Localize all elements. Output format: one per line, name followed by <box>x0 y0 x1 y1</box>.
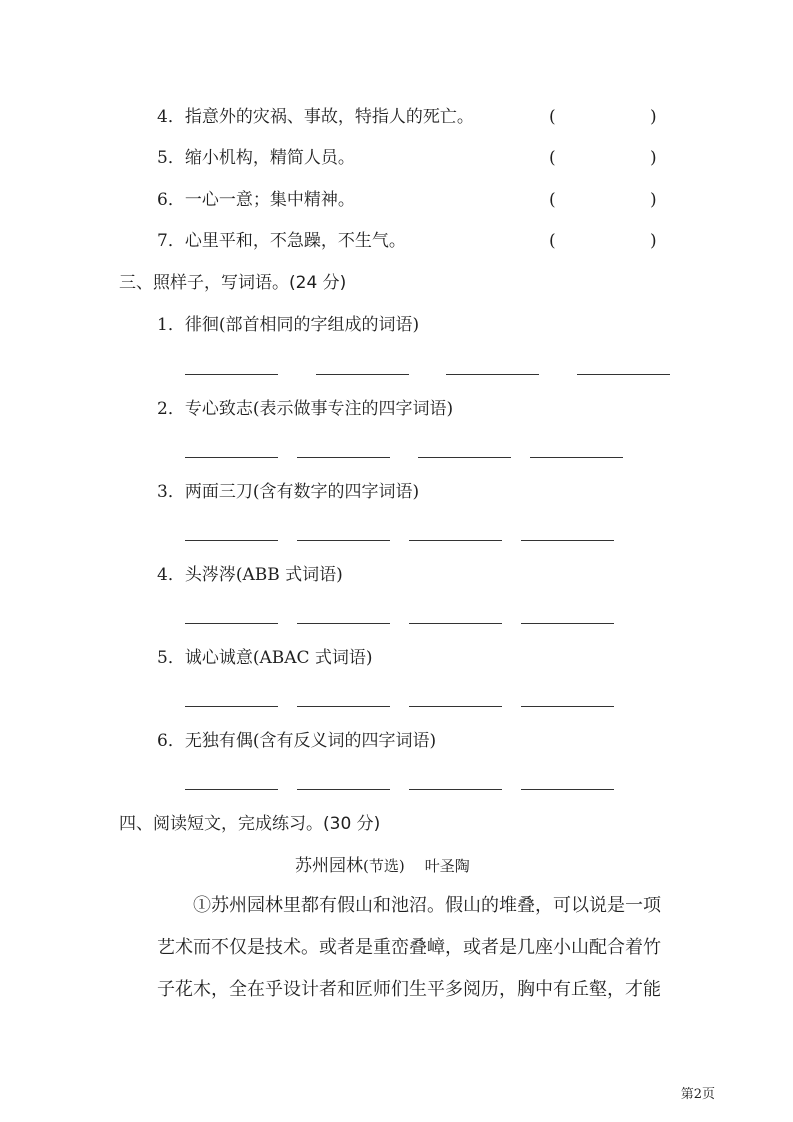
passage-author: 叶圣陶 <box>424 857 470 875</box>
answer-paren-left: ( <box>549 190 556 210</box>
question-item-7: 7．心里平和，不急躁，不生气。 <box>157 231 406 251</box>
exercise-item-6: 6．无独有偶(含有反义词的四字词语) <box>157 731 437 751</box>
answer-blank[interactable] <box>530 457 623 458</box>
answer-blank[interactable] <box>297 623 390 624</box>
answer-blank[interactable] <box>185 457 278 458</box>
question-item-4: 4．指意外的灾祸、事故，特指人的死亡。 <box>157 107 474 127</box>
question-item-5: 5．缩小机构，精简人员。 <box>157 148 355 168</box>
answer-paren-left: ( <box>549 148 556 168</box>
answer-blank[interactable] <box>185 540 278 541</box>
exercise-item-4: 4．头涔涔(ABB 式词语) <box>157 565 343 585</box>
answer-blank[interactable] <box>409 706 502 707</box>
answer-paren-right: ) <box>650 107 657 127</box>
answer-paren-left: ( <box>549 231 556 251</box>
answer-blank[interactable] <box>297 457 390 458</box>
exercise-item-3: 3．两面三刀(含有数字的四字词语) <box>157 482 420 502</box>
exercise-item-1: 1．徘徊(部首相同的字组成的词语) <box>157 315 420 335</box>
passage-title: 苏州园林 <box>295 856 363 876</box>
section3-heading: 三、照样子，写词语。(24 分) <box>119 273 347 293</box>
answer-blank[interactable] <box>297 706 390 707</box>
page-number: 第2页 <box>680 1087 715 1102</box>
answer-blank[interactable] <box>409 540 502 541</box>
answer-paren-right: ) <box>650 231 657 251</box>
answer-paren-right: ) <box>650 190 657 210</box>
answer-blank[interactable] <box>521 540 614 541</box>
answer-blank[interactable] <box>297 789 390 790</box>
answer-blank[interactable] <box>521 789 614 790</box>
answer-blank[interactable] <box>185 706 278 707</box>
section4-heading: 四、阅读短文，完成练习。(30 分) <box>119 814 381 834</box>
answer-blank[interactable] <box>521 623 614 624</box>
answer-blank[interactable] <box>577 374 670 375</box>
exercise-item-5: 5．诚心诚意(ABAC 式词语) <box>157 648 373 668</box>
answer-blank[interactable] <box>409 623 502 624</box>
passage-paragraph <box>157 885 677 1011</box>
passage-excerpt-note: (节选) <box>363 857 405 875</box>
answer-paren-left: ( <box>549 107 556 127</box>
answer-blank[interactable] <box>185 623 278 624</box>
answer-blank[interactable] <box>418 457 511 458</box>
passage-paragraph-text: ①苏州园林里都有假山和池沼。假山的堆叠，可以说是一项艺术而不仅是技术。或者是重峦叠嶂，或者是几座小山配合着竹子花木，全在乎设计者和匠师们生平多阅历，胸中有丘壑，才能 <box>157 895 661 1000</box>
passage-title-line <box>295 854 470 878</box>
answer-blank[interactable] <box>316 374 409 375</box>
answer-paren-right: ) <box>650 148 657 168</box>
question-item-6: 6．一心一意；集中精神。 <box>157 190 355 210</box>
answer-blank[interactable] <box>297 540 390 541</box>
answer-blank[interactable] <box>409 789 502 790</box>
answer-blank[interactable] <box>185 789 278 790</box>
exercise-item-2: 2．专心致志(表示做事专注的四字词语) <box>157 399 454 419</box>
answer-blank[interactable] <box>446 374 539 375</box>
answer-blank[interactable] <box>185 374 278 375</box>
answer-blank[interactable] <box>521 706 614 707</box>
